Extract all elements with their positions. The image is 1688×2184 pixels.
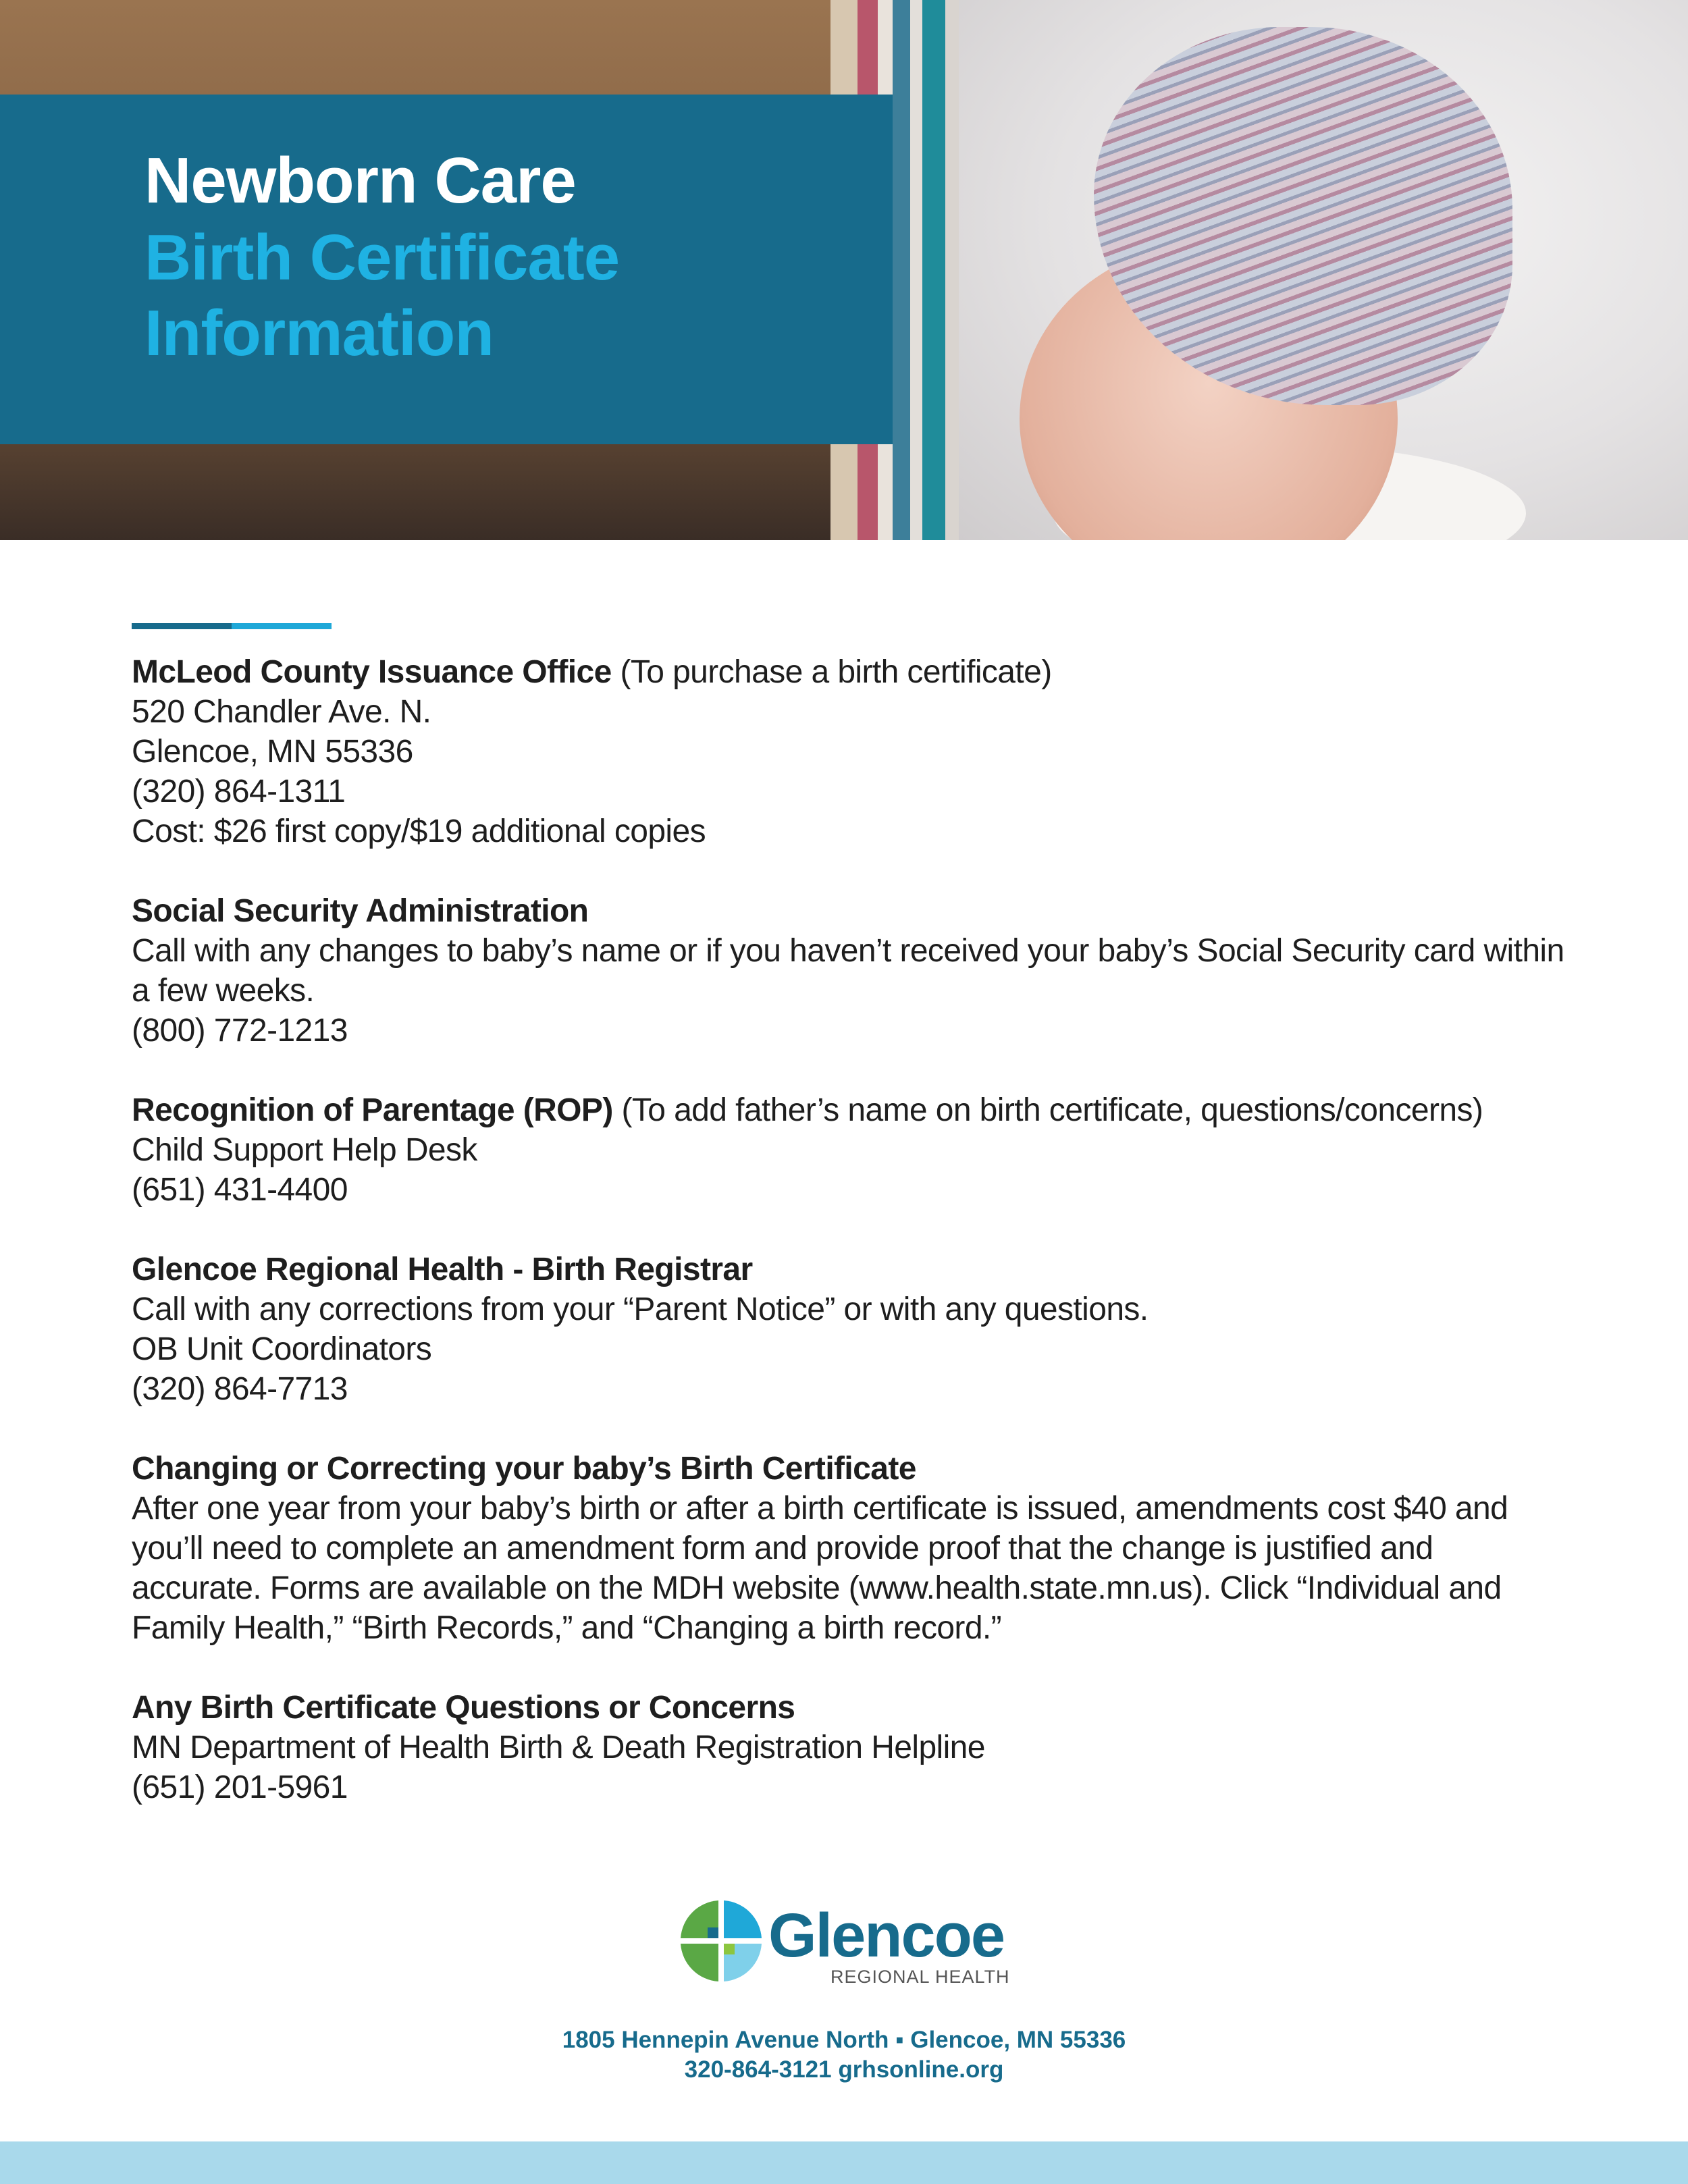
blanket-stripe — [910, 0, 922, 540]
title-panel — [0, 95, 893, 444]
section-issuance-office — [132, 652, 1570, 851]
blanket-stripe — [922, 0, 945, 540]
section-questions — [132, 1688, 1570, 1807]
phone-number: (651) 431-4400 — [132, 1172, 348, 1208]
section-text: Child Support Help Desk — [132, 1132, 477, 1168]
section-heading: Social Security Administration — [132, 893, 589, 929]
accent-bar-dark — [132, 623, 232, 629]
section-heading: Recognition of Parentage (ROP) — [132, 1092, 613, 1128]
section-text: MN Department of Health Birth & Death Registration Helpline — [132, 1730, 985, 1765]
cost-line: Cost: $26 first copy/$19 additional copies — [132, 814, 706, 849]
section-text: Call with any corrections from your “Parent Notice” or with any questions. — [132, 1291, 1149, 1327]
address-line: 520 Chandler Ave. N. — [132, 694, 431, 730]
section-heading-note: (To add father’s name on birth certificate, questions/concerns) — [612, 1092, 1483, 1128]
phone-number: (651) 201-5961 — [132, 1769, 348, 1805]
section-heading: Glencoe Regional Health - Birth Registrar — [132, 1252, 753, 1287]
section-heading: McLeod County Issuance Office — [132, 654, 612, 690]
footer-bar — [0, 2141, 1688, 2184]
section-text: OB Unit Coordinators — [132, 1331, 432, 1367]
section-heading: Changing or Correcting your baby’s Birth Certificate — [132, 1451, 916, 1487]
phone-number: (800) 772-1213 — [132, 1013, 348, 1048]
info-content — [132, 652, 1570, 1847]
section-social-security — [132, 891, 1570, 1050]
section-rop — [132, 1090, 1570, 1210]
section-changing-certificate — [132, 1449, 1570, 1648]
logo-subtitle: REGIONAL HEALTH — [830, 1967, 1010, 1987]
phone-number: (320) 864-1311 — [132, 774, 346, 809]
phone-number: (320) 864-7713 — [132, 1371, 348, 1407]
blanket-stripe — [945, 0, 960, 540]
accent-bar-light — [232, 623, 332, 629]
title-line-1: Newborn Care — [144, 144, 576, 217]
title-line-2: Birth Certificate Information — [144, 221, 620, 369]
logo-name: Glencoe — [768, 1901, 1005, 1970]
section-heading-note: (To purchase a birth certificate) — [611, 654, 1052, 690]
footer-contact: 320-864-3121 grhsonline.org — [684, 2056, 1004, 2083]
section-text: After one year from your baby’s birth or after a birth certificate is issued, amendments cost $40 and you’ll need to complete an amendment form and provide proof that the change is justified and accurate. Forms are available on the MDH website (www.health.state.mn.us). Click “Individual and Family Health,” “Birth Records,” and “Changing a birth record.” — [132, 1491, 1508, 1646]
city-line: Glencoe, MN 55336 — [132, 734, 413, 770]
cross-logo-icon — [681, 1900, 762, 1981]
glencoe-logo — [681, 1900, 1059, 1995]
section-heading: Any Birth Certificate Questions or Concerns — [132, 1690, 795, 1726]
footer-address: 1805 Hennepin Avenue North ▪ Glencoe, MN 55336 — [562, 2027, 1126, 2053]
section-text: Call with any changes to baby’s name or if you haven’t received your baby’s Social Security card within a few weeks. — [132, 933, 1564, 1009]
blanket-stripe — [893, 0, 910, 540]
section-birth-registrar — [132, 1250, 1570, 1409]
